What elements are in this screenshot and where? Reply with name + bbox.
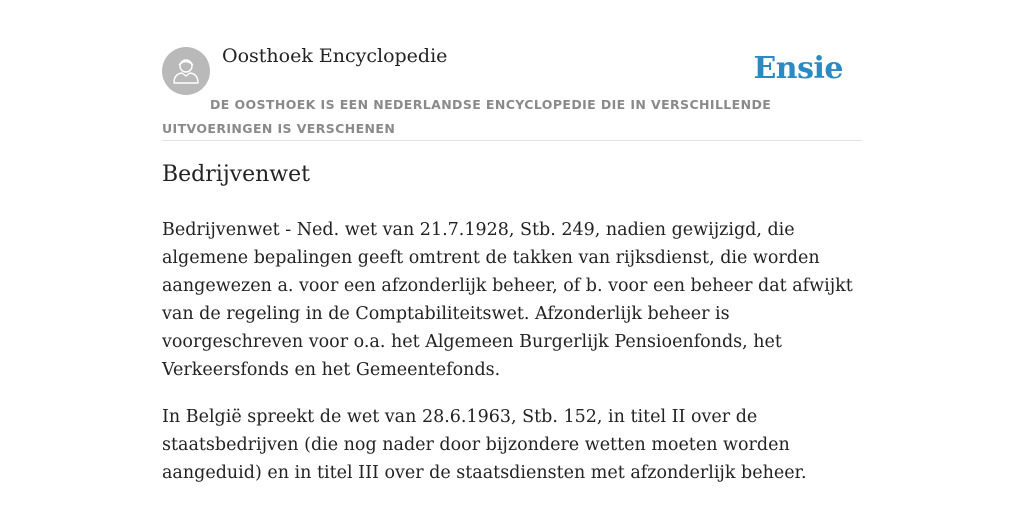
- article-paragraph: Bedrijvenwet - Ned. wet van 21.7.1928, Stb. 249, nadien gewijzigd, die algemene bepalingen geeft omtrent de takken van rijksdienst, die worden aangewezen a. voor een afzonderlijk beheer, of b. voor een beheer dat afwijkt van de regeling in de Comptabiliteitswet. Afzonderlijk beheer is voorgeschreven voor o.a. het Algemeen Burgerlijk Pensioenfonds, het Verkeersfonds en het Gemeentefonds.: [162, 220, 853, 380]
- article-paragraph: In België spreekt de wet van 28.6.1963, Stb. 152, in titel II over de staatsbedrijven (die nog nader door bijzondere wetten moeten worden aangeduid) en in titel III over de staatsdiensten met afzonderlijk beheer.: [162, 407, 807, 483]
- site-header: [162, 44, 862, 141]
- user-silhouette-icon[interactable]: [162, 47, 210, 95]
- site-tagline: DE OOSTHOEK IS EEN NEDERLANDSE ENCYCLOPEDIE DIE IN VERSCHILLENDE UITVOERINGEN IS VERSCHENEN: [162, 97, 772, 136]
- article-title: Bedrijvenwet: [162, 162, 310, 187]
- article-body: [162, 216, 872, 506]
- site-name[interactable]: Oosthoek Encyclopedie: [222, 45, 448, 67]
- brand-logo[interactable]: Ensie: [753, 51, 843, 86]
